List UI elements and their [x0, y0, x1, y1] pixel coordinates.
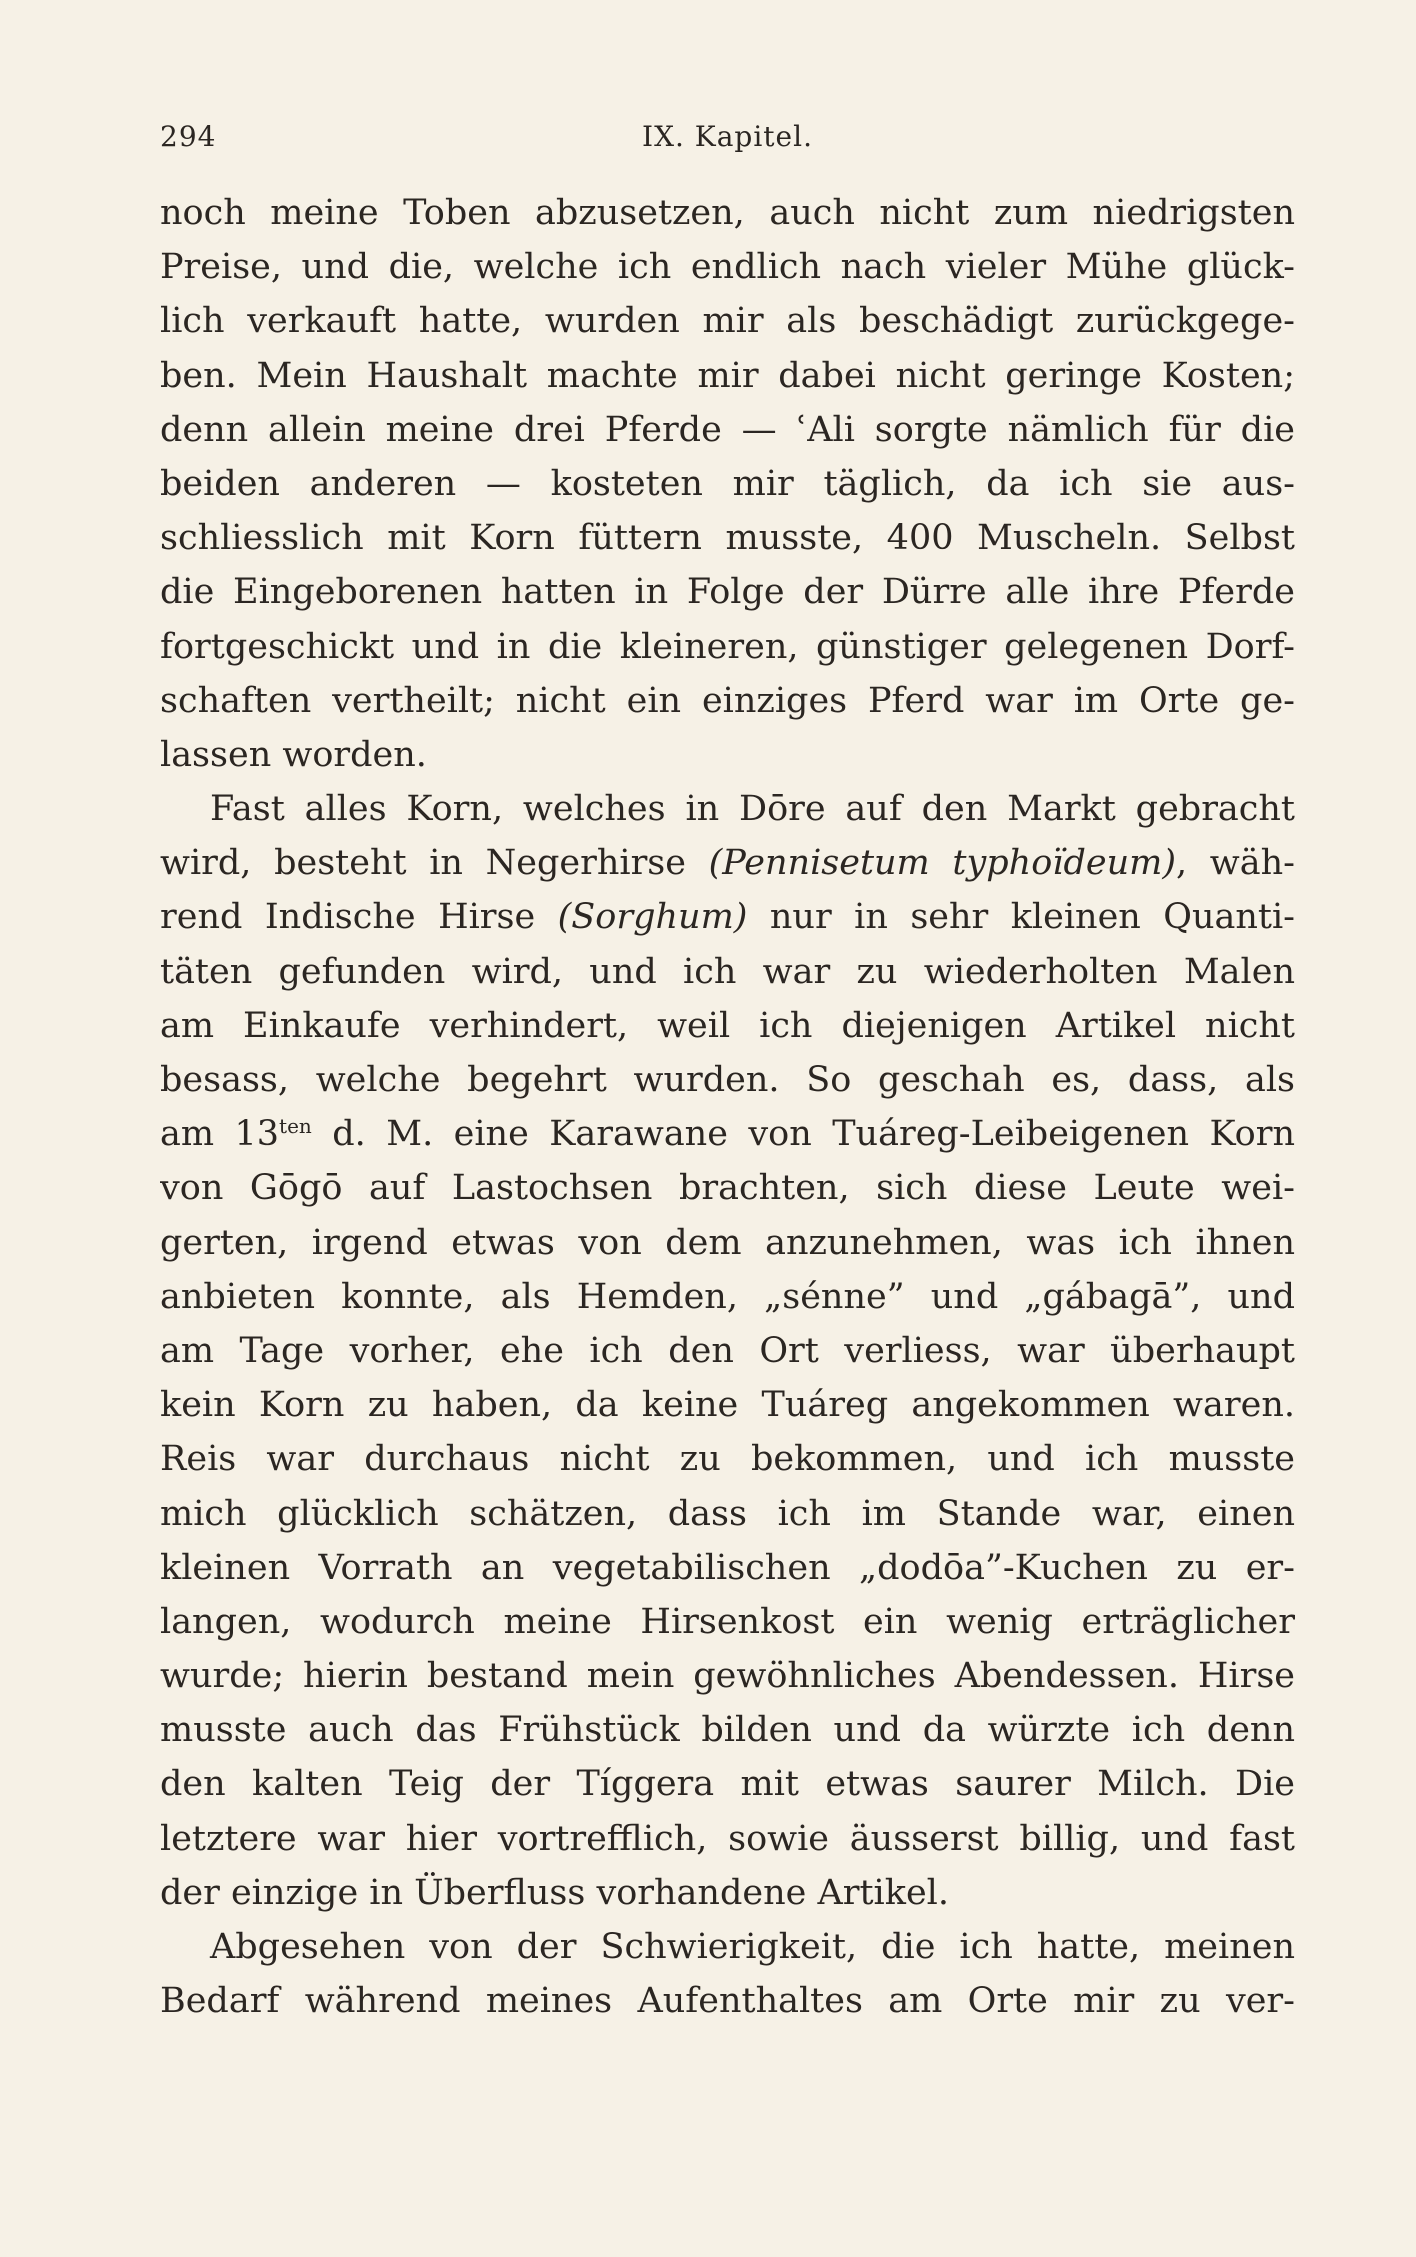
text-line: ben. Mein Haushalt machte mir dabei nicht geringe Kosten; — [160, 355, 1295, 396]
text-line: anbieten konnte, als Hemden, „sénne” und „gábagā”, und — [160, 1276, 1295, 1317]
text-line: lassen worden. — [160, 734, 427, 775]
text-line: kleinen Vorrath an vegetabilischen „dodōa”-Kuchen zu er- — [160, 1547, 1295, 1588]
text-line: mich glücklich schätzen, dass ich im Stande war, einen — [160, 1493, 1295, 1534]
text-line: Preise, und die, welche ich endlich nach vieler Mühe glück- — [160, 247, 1295, 288]
text-line: gerten, irgend etwas von dem anzunehmen, was ich ihnen — [160, 1222, 1295, 1263]
text-line: die Eingeborenen hatten in Folge der Dürre alle ihre Pferde — [160, 572, 1295, 613]
italic-term: (Pennisetum typhoïdeum) — [708, 843, 1176, 884]
text-run: nur in sehr kleinen Quanti- — [747, 897, 1295, 938]
running-head — [160, 120, 1295, 160]
text-run: am 13 — [160, 1114, 280, 1155]
text-line: Bedarf während meines Aufenthaltes am Orte mir zu ver- — [160, 1981, 1295, 2022]
text-line: den kalten Teig der Tíggera mit etwas saurer Milch. Die — [160, 1764, 1295, 1805]
italic-term: (Sorghum) — [557, 897, 748, 938]
text-run: wird, besteht in Negerhirse — [160, 843, 709, 884]
superscript: ten — [279, 1114, 312, 1139]
text-line — [160, 890, 1295, 944]
text-line: schliesslich mit Korn füttern musste, 400 Muscheln. Selbst — [160, 518, 1295, 559]
text-line: fortgeschickt und in die kleineren, günstiger gelegenen Dorf- — [160, 626, 1295, 667]
page-number: 294 — [160, 120, 217, 153]
text-line: langen, wodurch meine Hirsenkost ein wenig erträglicher — [160, 1601, 1295, 1642]
body-text — [160, 186, 1295, 2028]
text-line: Abgesehen von der Schwierigkeit, die ich hatte, meinen — [210, 1927, 1295, 1967]
text-run: d. M. eine Karawane von Tuáreg-Leibeigenen Korn — [311, 1114, 1295, 1155]
text-line: besass, welche begehrt wurden. So geschah es, dass, als — [160, 1060, 1295, 1100]
text-line: wurde; hierin bestand mein gewöhnliches Abendessen. Hirse — [160, 1656, 1295, 1697]
text-line — [160, 836, 1295, 890]
text-line: lich verkauft hatte, wurden mir als beschädigt zurückgege- — [160, 301, 1295, 342]
text-line: am Einkaufe verhindert, weil ich diejenigen Artikel nicht — [160, 1005, 1295, 1046]
text-run: , wäh- — [1175, 843, 1295, 884]
text-line: am Tage vorher, ehe ich den Ort verliess, war überhaupt — [160, 1330, 1295, 1371]
chapter-title: IX. Kapitel. — [642, 120, 813, 153]
text-line: letztere war hier vortrefflich, sowie äusserst billig, und fast — [160, 1818, 1295, 1859]
text-line: täten gefunden wird, und ich war zu wiederholten Malen — [160, 951, 1295, 992]
text-line: Reis war durchaus nicht zu bekommen, und ich musste — [160, 1439, 1295, 1480]
text-line: noch meine Toben abzusetzen, auch nicht zum niedrigsten — [160, 193, 1295, 233]
text-line: kein Korn zu haben, da keine Tuáreg angekommen waren. — [160, 1385, 1295, 1426]
text-line: der einzige in Überfluss vorhandene Artikel. — [160, 1872, 949, 1913]
text-line: Fast alles Korn, welches in Dōre auf den Markt gebracht — [210, 789, 1295, 830]
text-line — [160, 1107, 1295, 1161]
text-line: schaften vertheilt; nicht ein einziges Pferd war im Orte ge- — [160, 680, 1295, 721]
text-line: denn allein meine drei Pferde — ʿAli sorgte nämlich für die — [160, 409, 1295, 450]
text-run: rend Indische Hirse — [160, 897, 558, 938]
text-line: beiden anderen — kosteten mir täglich, da ich sie aus- — [160, 463, 1295, 504]
text-line: musste auch das Frühstück bilden und da würzte ich denn — [160, 1710, 1295, 1751]
text-line: von Gōgō auf Lastochsen brachten, sich diese Leute wei- — [160, 1168, 1295, 1209]
